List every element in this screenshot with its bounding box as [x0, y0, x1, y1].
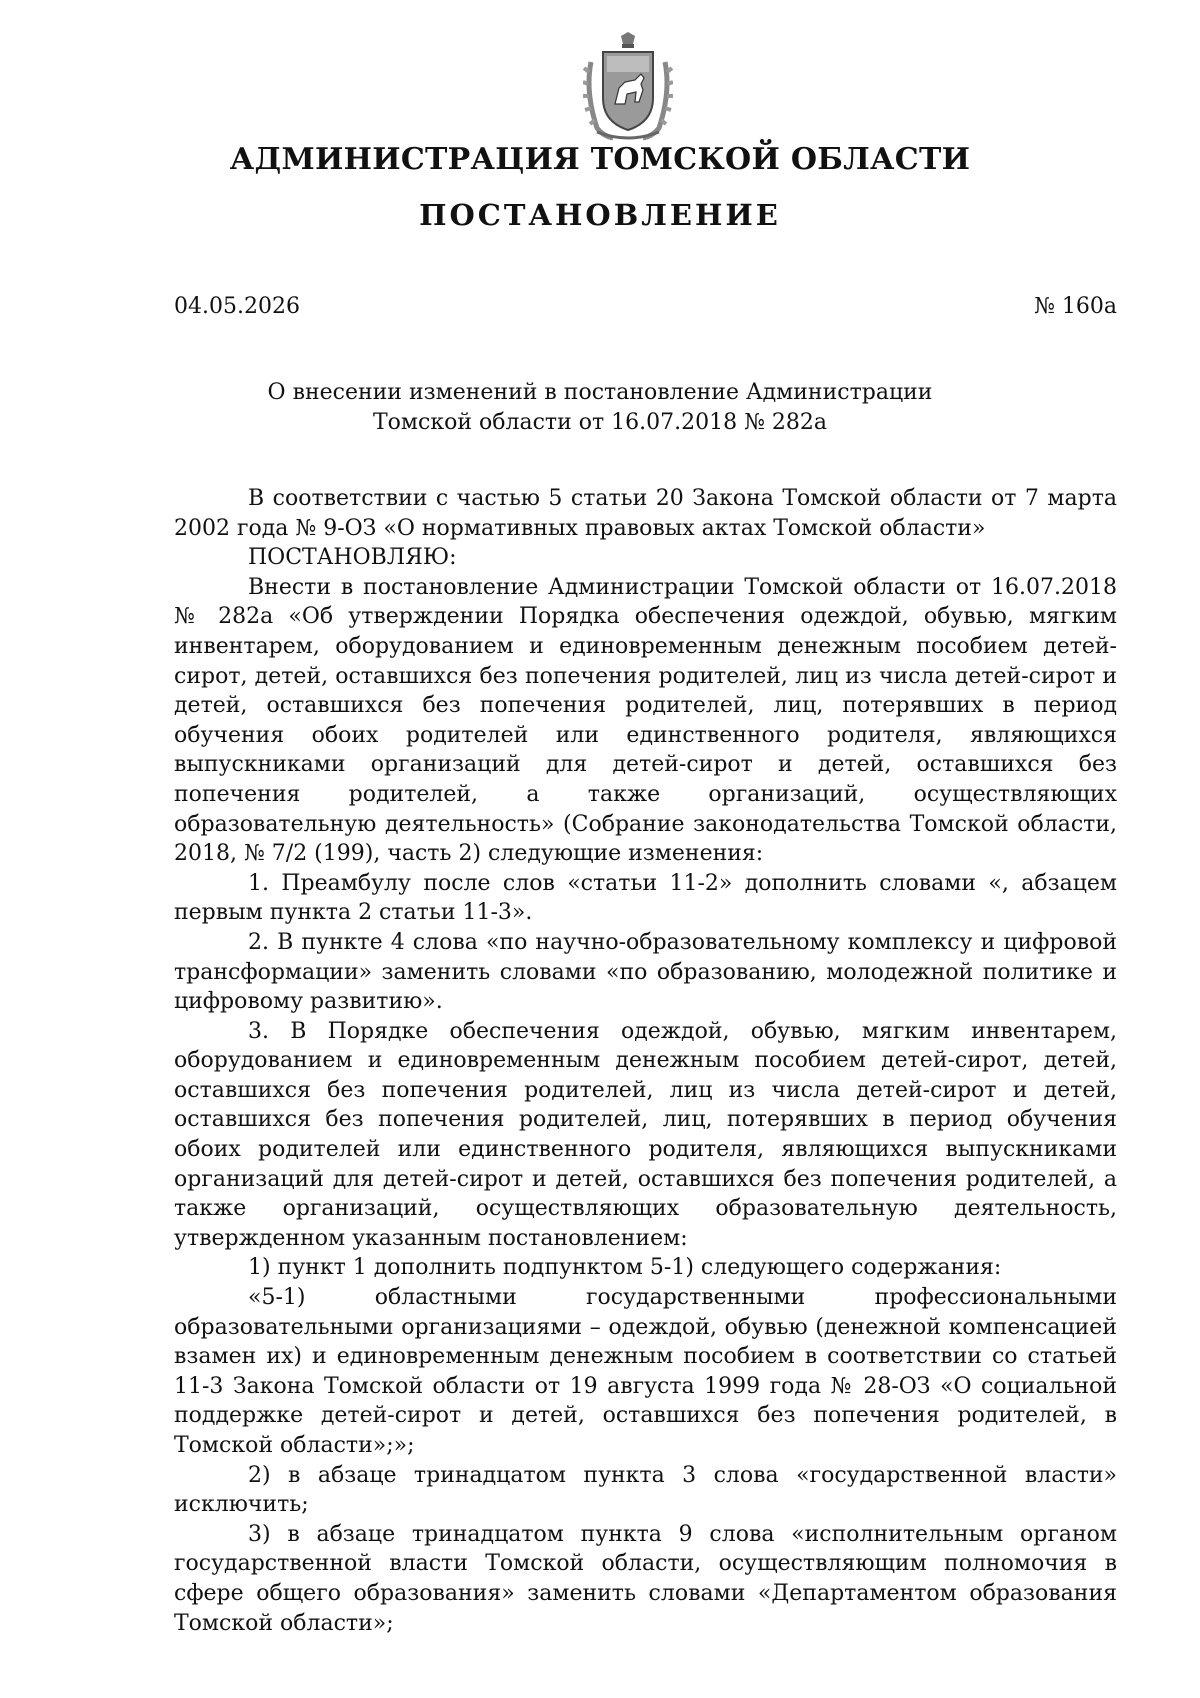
paragraph-item-1: 1. Преамбулу после слов «статьи 11-2» дополнить словами «, абзацем первым пункта 2 статьи 11-3».: [174, 870, 1117, 926]
paragraph-subitem-1-text: «5-1) областными государственными профессиональными образовательными организациями – одеждой, обувью (денежной компенсацией взамен их) и единовременным денежным пособием в соответствии со статьей 11-3 Закона Томской области от 19 августа 1999 года № 28-ОЗ «О социальной поддержке детей-сирот и детей, оставшихся без попечения родителей, в Томской области»;»;: [174, 1285, 1117, 1458]
paragraph-subitem-1: 1) пункт 1 дополнить подпунктом 5-1) следующего содержания:: [248, 1255, 1002, 1281]
subject-line-1: О внесении изменений в постановление Администрации: [267, 380, 933, 405]
paragraph-subitem-3: 3) в абзаце тринадцатом пункта 9 слова «исполнительным органом государственной власти Томской области, осуществляющим полномочия в сфере общего образования» заменить словами «Департаментом образования Томской области»;: [174, 1521, 1117, 1636]
paragraph-amend-intro: Внести в постановление Администрации Томской области от 16.07.2018 № 282а «Об утверждении Порядка обеспечения одеждой, обувью, мягким инвентарем, оборудованием и единовременным денежным пособием детей-сирот, детей, оставшихся без попечения родителей, лиц из числа детей-сирот и детей, оставшихся без попечения родителей, лиц, потерявших в период обучения обоих родителей или единственного родителя, являющихся выпускниками организаций для детей-сирот и детей, оставшихся без попечения родителей, а также организаций, осуществляющих образовательную деятельность» (Собрание законодательства Томской области, 2018, № 7/2 (199), часть 2) следующие изменения:: [174, 574, 1117, 867]
coat-of-arms-icon: [583, 32, 673, 144]
paragraph-resolve: ПОСТАНОВЛЯЮ:: [248, 545, 457, 571]
document-type-title: ПОСТАНОВЛЕНИЕ: [419, 198, 781, 232]
paragraph-subitem-2: 2) в абзаце тринадцатом пункта 3 слова «государственной власти» исключить;: [174, 1462, 1117, 1518]
organization-name: АДМИНИСТРАЦИЯ ТОМСКОЙ ОБЛАСТИ: [229, 142, 971, 177]
document-body: [174, 484, 1117, 1638]
document-date: 04.05.2026: [174, 294, 300, 319]
paragraph-item-2: 2. В пункте 4 слова «по научно-образовательному комплексу и цифровой трансформации» заменить словами «по образованию, молодежной политике и цифровому развитию».: [174, 929, 1117, 1015]
document-meta: [174, 294, 1117, 324]
paragraph-item-3: 3. В Порядке обеспечения одеждой, обувью, мягким инвентарем, оборудованием и единовременным денежным пособием детей-сирот, детей, оставшихся без попечения родителей, лиц из числа детей-сирот и детей, оставшихся без попечения родителей, лиц, потерявших в период обучения обоих родителей или единственного родителя, являющихся выпускниками организаций для детей-сирот и детей, оставшихся без попечения родителей, а также организаций, осуществляющих образовательную деятельность, утвержденном указанным постановлением:: [174, 1018, 1117, 1251]
paragraph-preamble: В соответствии с частью 5 статьи 20 Закона Томской области от 7 марта 2002 года № 9-ОЗ «О нормативных правовых актах Томской области»: [174, 486, 1117, 541]
subject-line-2: Томской области от 16.07.2018 № 282а: [372, 410, 828, 435]
document-number: № 160а: [1034, 294, 1117, 319]
document-subject: [0, 378, 1200, 438]
